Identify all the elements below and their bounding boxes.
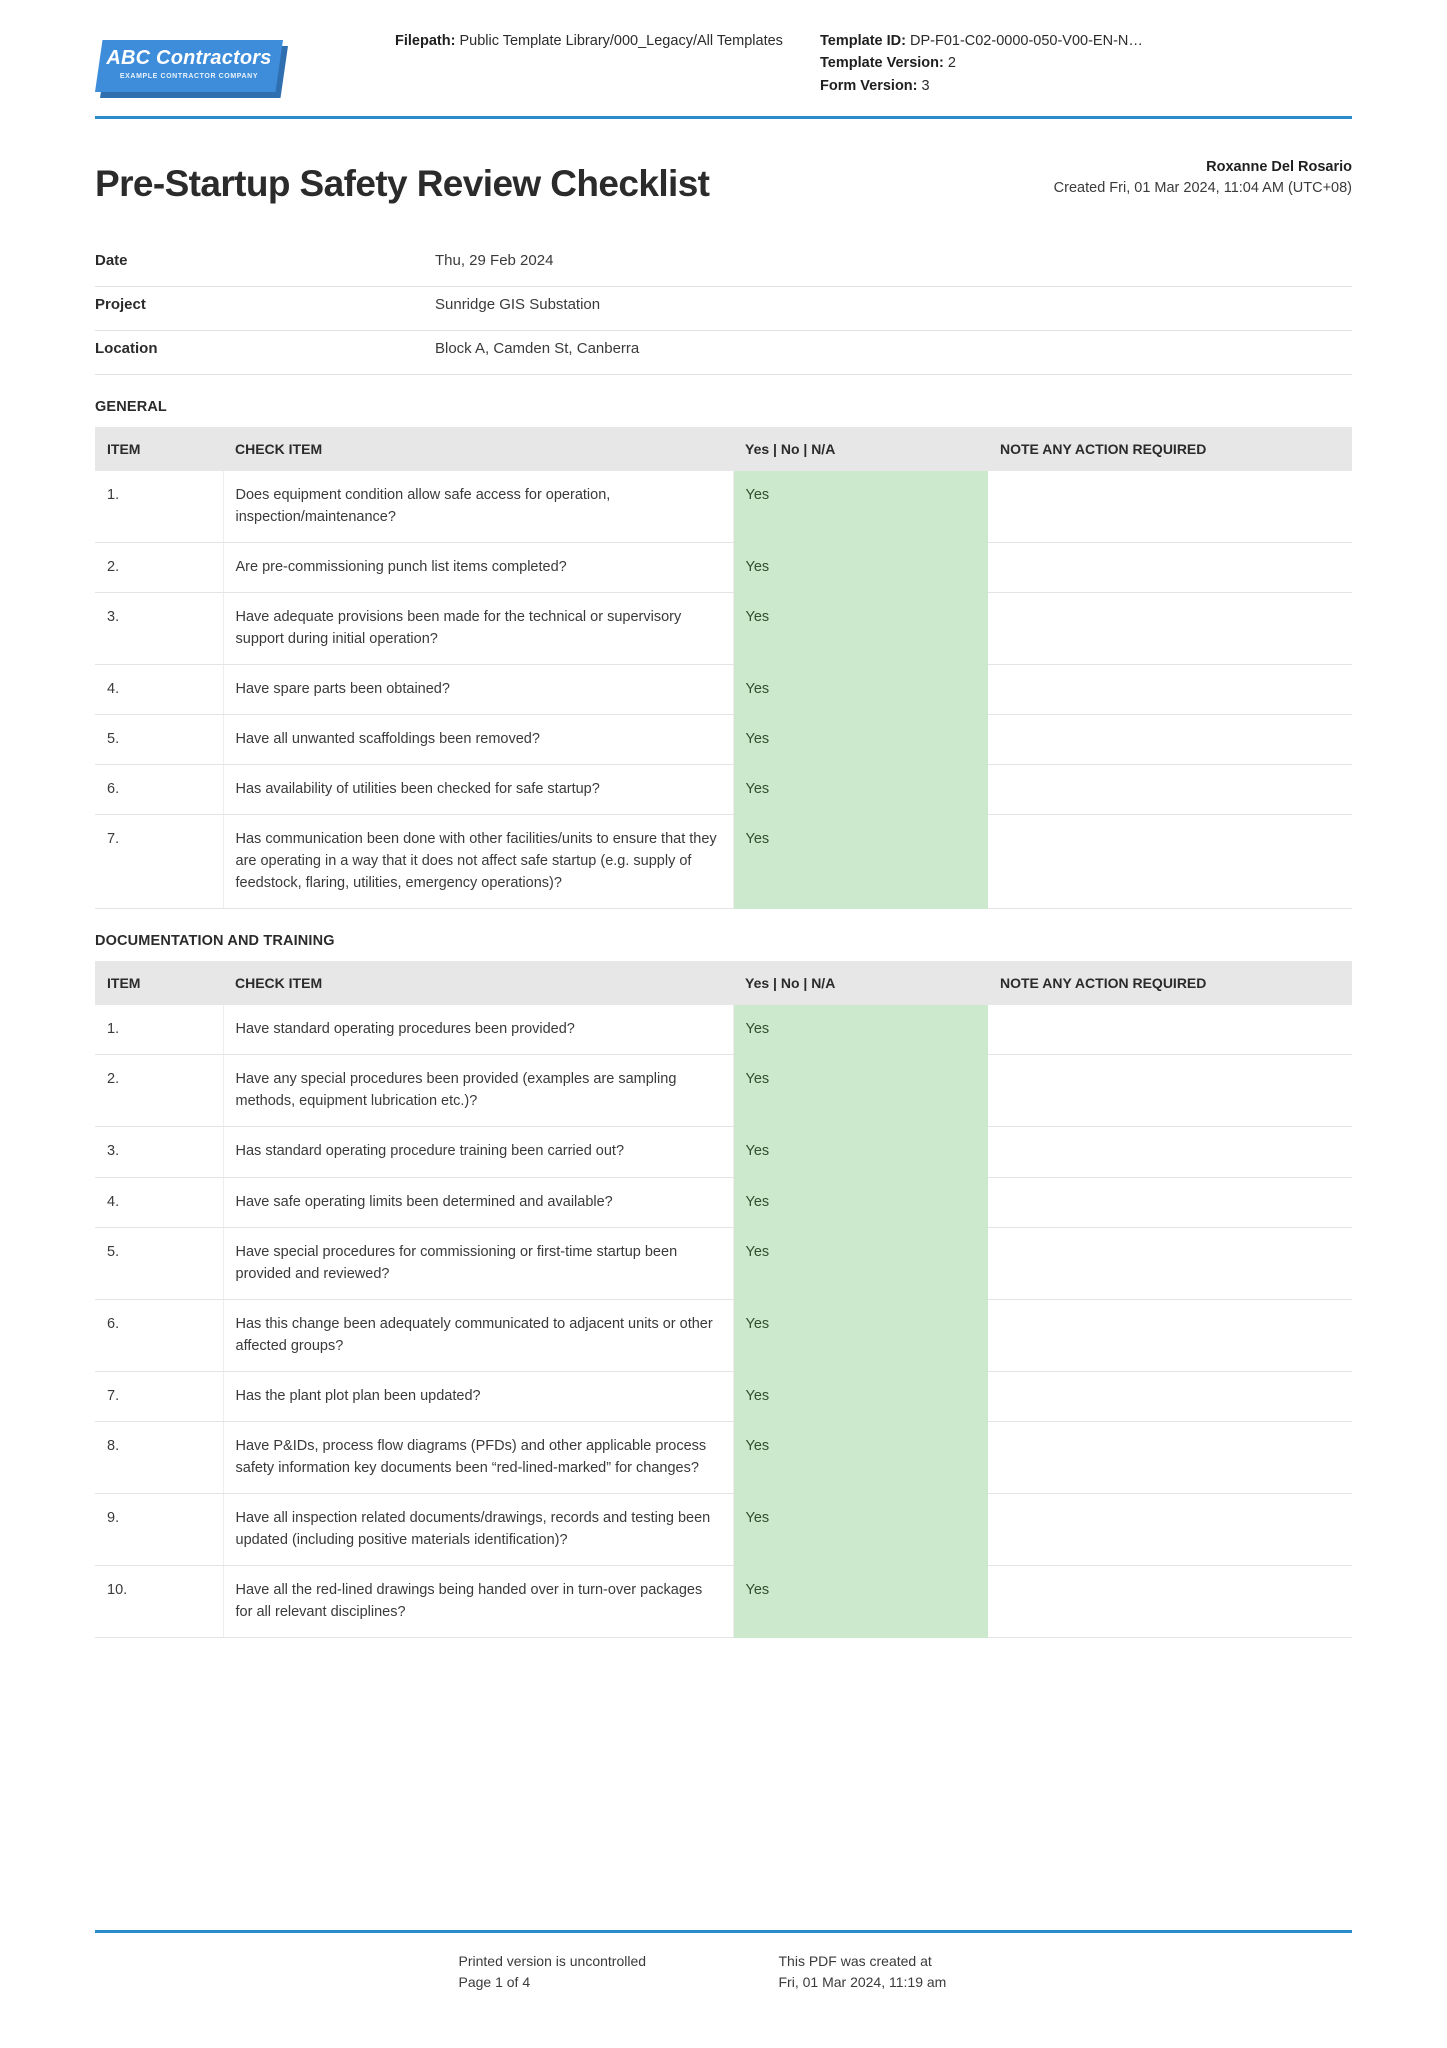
check-item-text: Have all the red-lined drawings being handed over in turn-over packages for all relevant disciplines?	[223, 1565, 733, 1637]
check-item-text: Have standard operating procedures been provided?	[223, 1005, 733, 1055]
logo-graphic	[95, 40, 283, 98]
template-version-label: Template Version:	[820, 55, 944, 72]
check-item-text: Have special procedures for commissioning or first-time startup been provided and reviewed?	[223, 1227, 733, 1299]
table-header-row	[95, 961, 1352, 1005]
answer-cell[interactable]: Yes	[733, 1493, 988, 1565]
table-row	[95, 593, 1352, 665]
answer-cell[interactable]: Yes	[733, 815, 988, 909]
table-row	[95, 1493, 1352, 1565]
metadata-value[interactable]: Thu, 29 Feb 2024	[435, 252, 554, 270]
row-number: 7.	[95, 815, 223, 909]
answer-cell[interactable]: Yes	[733, 1005, 988, 1055]
row-number: 5.	[95, 1227, 223, 1299]
metadata-row	[95, 287, 1352, 331]
note-cell[interactable]	[988, 1005, 1352, 1055]
author-name: Roxanne Del Rosario	[1206, 159, 1352, 175]
answer-cell[interactable]: Yes	[733, 593, 988, 665]
check-item-text: Have spare parts been obtained?	[223, 665, 733, 715]
check-item-text: Have all unwanted scaffoldings been removed?	[223, 715, 733, 765]
row-number: 4.	[95, 1177, 223, 1227]
row-number: 2.	[95, 543, 223, 593]
created-timestamp: Created Fri, 01 Mar 2024, 11:04 AM (UTC+08)	[1053, 180, 1352, 197]
check-item-text: Has availability of utilities been checked for safe startup?	[223, 765, 733, 815]
answer-cell[interactable]: Yes	[733, 665, 988, 715]
logo-company-name: ABC Contractors	[106, 47, 272, 69]
note-cell[interactable]	[988, 1177, 1352, 1227]
footer-pdf-created-time: Fri, 01 Mar 2024, 11:19 am	[778, 1974, 947, 1991]
column-header-item: ITEM	[95, 961, 223, 1005]
row-number: 3.	[95, 1127, 223, 1177]
table-row	[95, 1005, 1352, 1055]
column-header-note: NOTE ANY ACTION REQUIRED	[988, 961, 1352, 1005]
metadata-label: Date	[95, 252, 128, 270]
footer-printed-notice: Printed version is uncontrolled	[458, 1952, 647, 1969]
check-item-text: Has the plant plot plan been updated?	[223, 1371, 733, 1421]
template-version-row	[820, 52, 1352, 74]
answer-cell[interactable]: Yes	[733, 715, 988, 765]
table-row	[95, 815, 1352, 909]
table-row	[95, 1127, 1352, 1177]
column-header-yes-no-na: Yes | No | N/A	[733, 961, 988, 1005]
document-footer	[95, 1926, 1352, 1994]
template-id-label: Template ID:	[820, 33, 906, 49]
column-header-yes-no-na: Yes | No | N/A	[733, 427, 988, 471]
column-header-item: ITEM	[95, 427, 223, 471]
check-item-text: Has communication been done with other facilities/units to ensure that they are operating in a way that it does not affect safe startup (e.g. supply of feedstock, flaring, utilities, emergency operations)?	[223, 815, 733, 909]
title-row	[95, 119, 1352, 239]
metadata-value[interactable]: Block A, Camden St, Canberra	[435, 340, 640, 358]
answer-cell[interactable]: Yes	[733, 1055, 988, 1127]
page-title: Pre-Startup Safety Review Checklist	[95, 163, 710, 205]
metadata-label: Project	[95, 296, 146, 314]
note-cell[interactable]	[988, 543, 1352, 593]
row-number: 10.	[95, 1565, 223, 1637]
table-row	[95, 765, 1352, 815]
table-row	[95, 543, 1352, 593]
column-header-note: NOTE ANY ACTION REQUIRED	[988, 427, 1352, 471]
form-version-row	[820, 75, 1352, 97]
note-cell[interactable]	[988, 471, 1352, 543]
company-logo	[95, 26, 395, 98]
row-number: 6.	[95, 765, 223, 815]
metadata-value[interactable]: Sunridge GIS Substation	[435, 296, 601, 314]
table-row	[95, 1055, 1352, 1127]
table-row	[95, 1565, 1352, 1637]
answer-cell[interactable]: Yes	[733, 1127, 988, 1177]
row-number: 7.	[95, 1371, 223, 1421]
document-header	[95, 0, 1352, 112]
section-title: DOCUMENTATION AND TRAINING	[95, 933, 335, 950]
check-item-text: Have any special procedures been provided (examples are sampling methods, equipment lubrication etc.)?	[223, 1055, 733, 1127]
table-row	[95, 715, 1352, 765]
note-cell[interactable]	[988, 1421, 1352, 1493]
table-row	[95, 1227, 1352, 1299]
answer-cell[interactable]: Yes	[733, 471, 988, 543]
column-header-check-item: CHECK ITEM	[223, 961, 733, 1005]
answer-cell[interactable]: Yes	[733, 1227, 988, 1299]
row-number: 4.	[95, 665, 223, 715]
checklist-table	[95, 961, 1352, 1638]
filepath-block	[395, 26, 820, 52]
form-version-value: 3	[921, 77, 930, 94]
table-row	[95, 1299, 1352, 1371]
metadata-row	[95, 331, 1352, 375]
check-item-text: Are pre-commissioning punch list items completed?	[223, 543, 733, 593]
answer-cell[interactable]: Yes	[733, 1177, 988, 1227]
column-header-check-item: CHECK ITEM	[223, 427, 733, 471]
footer-left-block	[459, 1951, 669, 1994]
answer-cell[interactable]: Yes	[733, 1565, 988, 1637]
note-cell[interactable]	[988, 1127, 1352, 1177]
checklist-sections	[95, 399, 1352, 1638]
table-row	[95, 1371, 1352, 1421]
check-item-text: Have all inspection related documents/drawings, records and testing been updated (including positive materials identification)?	[223, 1493, 733, 1565]
table-row	[95, 1421, 1352, 1493]
note-cell[interactable]	[988, 1227, 1352, 1299]
note-cell[interactable]	[988, 815, 1352, 909]
logo-tagline: EXAMPLE CONTRACTOR COMPANY	[119, 73, 259, 80]
table-header-row	[95, 427, 1352, 471]
footer-pdf-created-label: This PDF was created at	[778, 1952, 932, 1969]
template-id-row	[820, 30, 1352, 52]
footer-page-number: Page 1 of 4	[458, 1974, 531, 1991]
check-item-text: Have safe operating limits been determined and available?	[223, 1177, 733, 1227]
metadata-label: Location	[95, 340, 158, 358]
note-cell[interactable]	[988, 1493, 1352, 1565]
note-cell[interactable]	[988, 715, 1352, 765]
row-number: 1.	[95, 1005, 223, 1055]
answer-cell[interactable]: Yes	[733, 543, 988, 593]
check-item-text: Has standard operating procedure training been carried out?	[223, 1127, 733, 1177]
table-row	[95, 1177, 1352, 1227]
note-cell[interactable]	[988, 1055, 1352, 1127]
template-id-value: DP-F01-C02-0000-050-V00-EN-N…	[909, 33, 1143, 49]
row-number: 1.	[95, 471, 223, 543]
answer-cell[interactable]: Yes	[733, 1421, 988, 1493]
check-item-text: Does equipment condition allow safe access for operation, inspection/maintenance?	[223, 471, 733, 543]
note-cell[interactable]	[988, 1371, 1352, 1421]
row-number: 8.	[95, 1421, 223, 1493]
filepath-value: Public Template Library/000_Legacy/All Templates	[459, 33, 783, 49]
row-number: 2.	[95, 1055, 223, 1127]
template-version-value: 2	[947, 55, 956, 72]
answer-cell[interactable]: Yes	[733, 1371, 988, 1421]
row-number: 3.	[95, 593, 223, 665]
filepath-label: Filepath:	[395, 33, 456, 49]
checklist-section	[95, 399, 1352, 909]
footer-divider	[95, 1930, 1352, 1933]
created-by-block	[1054, 157, 1352, 205]
metadata-fields	[95, 243, 1352, 375]
footer-right-block	[779, 1951, 989, 1994]
table-row	[95, 471, 1352, 543]
note-cell[interactable]	[988, 1565, 1352, 1637]
check-item-text: Have adequate provisions been made for the technical or supervisory support during initial operation?	[223, 593, 733, 665]
row-number: 6.	[95, 1299, 223, 1371]
checklist-table	[95, 427, 1352, 909]
row-number: 9.	[95, 1493, 223, 1565]
section-title: GENERAL	[95, 399, 167, 416]
template-info-block	[820, 26, 1352, 97]
row-number: 5.	[95, 715, 223, 765]
table-row	[95, 665, 1352, 715]
answer-cell[interactable]: Yes	[733, 765, 988, 815]
checklist-section	[95, 933, 1352, 1638]
answer-cell[interactable]: Yes	[733, 1299, 988, 1371]
check-item-text: Has this change been adequately communicated to adjacent units or other affected groups?	[223, 1299, 733, 1371]
note-cell[interactable]	[988, 765, 1352, 815]
note-cell[interactable]	[988, 1299, 1352, 1371]
note-cell[interactable]	[988, 593, 1352, 665]
form-version-label: Form Version:	[820, 77, 918, 94]
check-item-text: Have P&IDs, process flow diagrams (PFDs) and other applicable process safety information key documents been “red-lined-marked” for changes?	[223, 1421, 733, 1493]
metadata-row	[95, 243, 1352, 287]
note-cell[interactable]	[988, 665, 1352, 715]
